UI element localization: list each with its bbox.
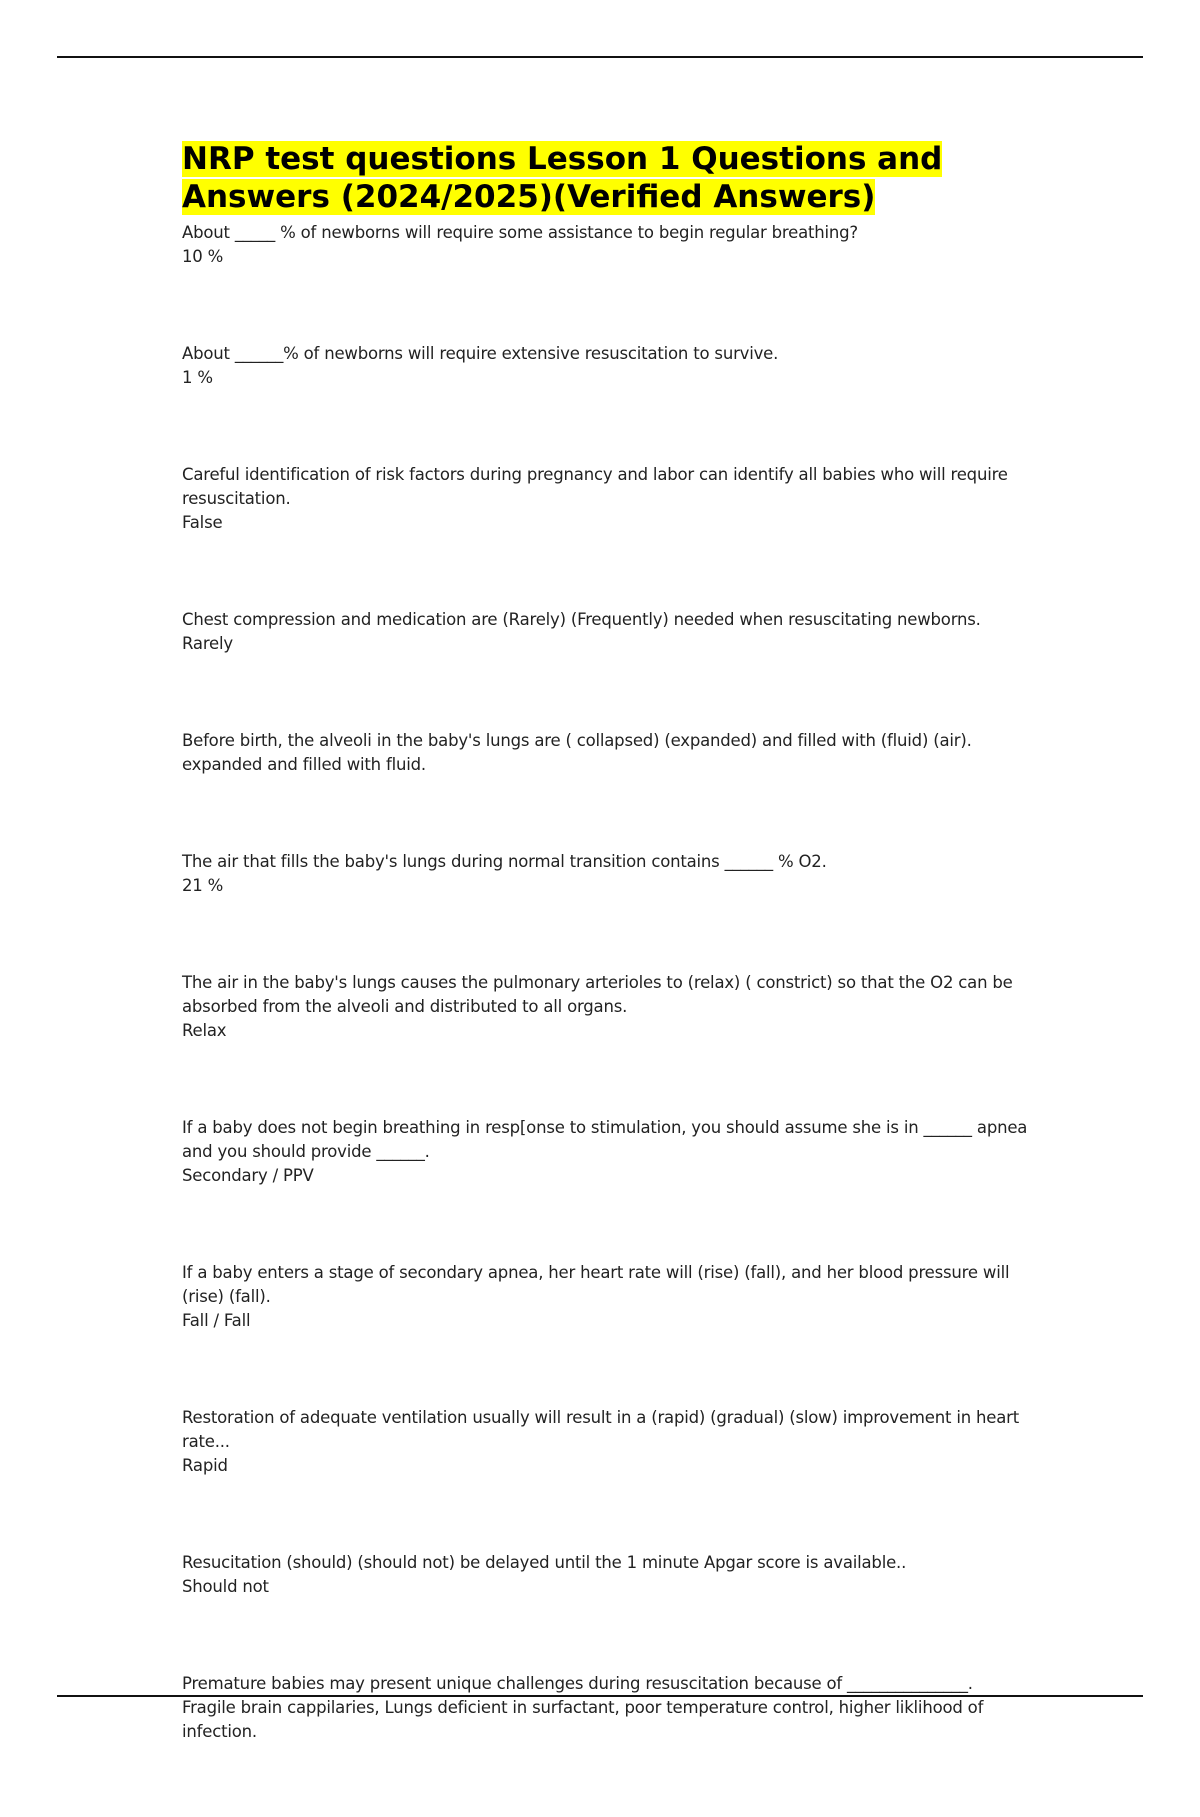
answer-text: Fragile brain cappilaries, Lungs deficient in surfactant, poor temperature control, higher liklihood of infection. [182, 1698, 984, 1741]
question-text: About ______% of newborns will require extensive resuscitation to survive. [182, 344, 779, 363]
question-text: Premature babies may present unique challenges during resuscitation because of _______________. [182, 1674, 973, 1693]
title-highlight: NRP test questions Lesson 1 Questions and Answers (2024/2025)(Verified Answers) [182, 141, 943, 215]
question-text: Restoration of adequate ventilation usually will result in a (rapid) (gradual) (slow) improvement in heart rate... [182, 1408, 1019, 1451]
answer-text: Secondary / PPV [182, 1166, 314, 1185]
qa-item-7 [182, 971, 1042, 1043]
question-text: Chest compression and medication are (Rarely) (Frequently) needed when resuscitating newborns. [182, 610, 981, 629]
answer-text: expanded and filled with fluid. [182, 755, 426, 774]
question-text: Resucitation (should) (should not) be delayed until the 1 minute Apgar score is available.. [182, 1553, 907, 1572]
question-text: Before birth, the alveoli in the baby's lungs are ( collapsed) (expanded) and filled with (fluid) (air). [182, 731, 972, 750]
question-text: The air that fills the baby's lungs during normal transition contains ______ % O2. [182, 852, 827, 871]
document-title [182, 140, 1042, 216]
qa-item-6 [182, 850, 1042, 898]
answer-text: 21 % [182, 876, 224, 895]
bottom-rule [57, 1695, 1143, 1697]
answer-text: False [182, 513, 223, 532]
top-rule [57, 56, 1143, 58]
question-text: Careful identification of risk factors during pregnancy and labor can identify all babies who will require resuscitation. [182, 465, 1008, 508]
qa-item-9 [182, 1261, 1042, 1333]
answer-text: Fall / Fall [182, 1311, 251, 1330]
question-text: If a baby does not begin breathing in resp[onse to stimulation, you should assume she is in ______ apnea and you should provide ______. [182, 1118, 1028, 1161]
answer-text: 10 % [182, 247, 224, 266]
qa-item-2 [182, 342, 1042, 390]
qa-item-11 [182, 1551, 1042, 1599]
question-text: The air in the baby's lungs causes the pulmonary arterioles to (relax) ( constrict) so that the O2 can be absorbed from the alveoli and distributed to all organs. [182, 973, 1013, 1016]
answer-text: Rarely [182, 634, 233, 653]
qa-item-1 [182, 221, 1042, 269]
answer-text: Rapid [182, 1456, 228, 1475]
answer-text: Relax [182, 1021, 227, 1040]
question-text: About _____ % of newborns will require some assistance to begin regular breathing? [182, 223, 858, 242]
qa-item-5 [182, 729, 1042, 777]
qa-item-12 [182, 1672, 1042, 1744]
qa-item-10 [182, 1406, 1042, 1478]
qa-item-4 [182, 608, 1042, 656]
qa-item-8 [182, 1116, 1042, 1188]
document-body [182, 140, 1042, 1817]
answer-text: Should not [182, 1577, 269, 1596]
answer-text: 1 % [182, 368, 213, 387]
qa-item-3 [182, 463, 1042, 535]
question-text: If a baby enters a stage of secondary apnea, her heart rate will (rise) (fall), and her blood pressure will (rise) (fall). [182, 1263, 1010, 1306]
